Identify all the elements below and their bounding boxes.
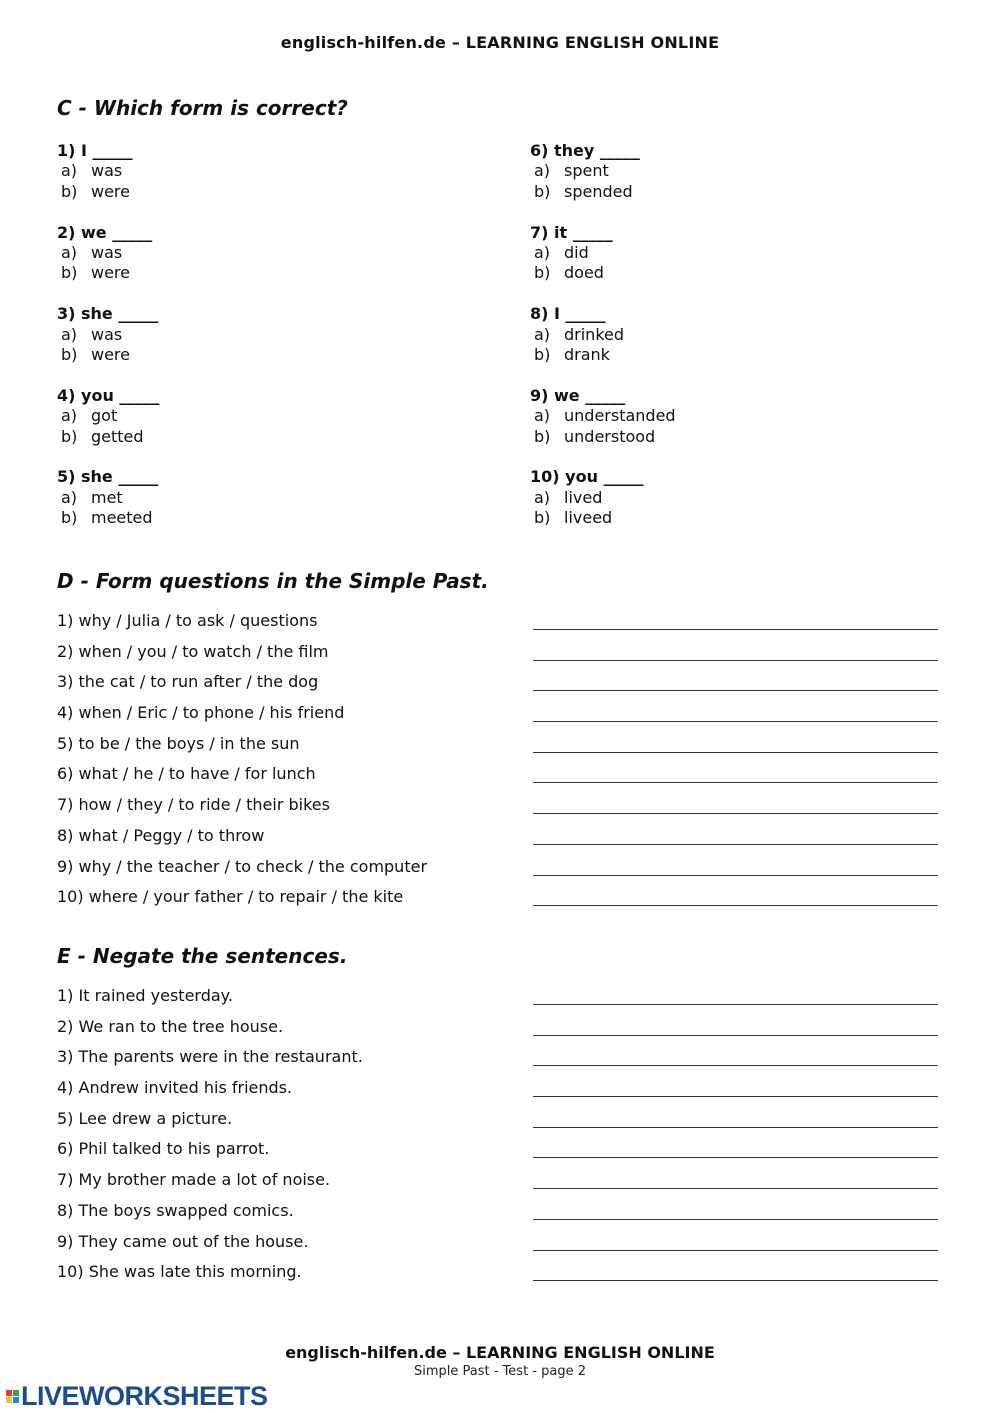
item-text: 9) why / the teacher / to check / the computer: [57, 856, 428, 876]
answer-option-a[interactable]: [530, 243, 950, 263]
answer-option-b[interactable]: [530, 263, 950, 283]
option-letter: a): [61, 161, 78, 181]
logo-block: [13, 1397, 19, 1403]
logo-text: LIVEWORKSHEETS: [21, 1381, 268, 1411]
option-text: lived: [564, 487, 603, 507]
option-text: was: [91, 243, 123, 262]
logo-blocks-icon: [6, 1390, 19, 1403]
list-item: [57, 638, 939, 669]
question-prompt: 3) she _____: [57, 304, 159, 324]
option-letter: b): [61, 181, 78, 201]
answer-option-b[interactable]: [57, 345, 477, 365]
item-text: 5) Lee drew a picture.: [57, 1108, 233, 1128]
list-item: [57, 1258, 939, 1289]
list-item: [57, 883, 939, 914]
item-text: 8) what / Peggy / to throw: [57, 825, 265, 845]
option-text: spended: [564, 181, 633, 201]
option-text: met: [91, 487, 123, 507]
answer-line-input[interactable]: [533, 752, 938, 753]
answer-line-input[interactable]: [533, 1004, 938, 1005]
answer-option-a[interactable]: [530, 161, 950, 181]
option-letter: b): [534, 508, 551, 528]
section-d-title: D - Form questions in the Simple Past.: [57, 569, 489, 593]
option-letter: a): [534, 243, 551, 262]
logo-block: [6, 1397, 12, 1403]
answer-line-input[interactable]: [533, 1250, 938, 1251]
item-text: 9) They came out of the house.: [57, 1231, 309, 1251]
question-item: [530, 304, 950, 386]
option-text: understood: [564, 426, 656, 446]
answer-option-b[interactable]: [530, 508, 950, 528]
question-prompt: 1) I _____: [57, 141, 133, 160]
option-text: were: [91, 181, 130, 201]
answer-line-input[interactable]: [533, 905, 938, 906]
question-item: [57, 304, 477, 386]
answer-option-a[interactable]: [57, 406, 477, 426]
item-text: 4) Andrew invited his friends.: [57, 1078, 293, 1098]
question-item: [57, 467, 477, 549]
questions-column-left: [57, 141, 477, 549]
question-item: [530, 141, 950, 223]
footer-title: englisch-hilfen.de – LEARNING ENGLISH ONLINE: [285, 1343, 715, 1362]
answer-option-a[interactable]: [57, 488, 477, 508]
item-text: 7) how / they / to ride / their bikes: [57, 795, 330, 815]
page-header: englisch-hilfen.de – LEARNING ENGLISH ONLINE: [280, 33, 720, 52]
answer-line-input[interactable]: [533, 782, 938, 783]
option-text: got: [91, 406, 118, 426]
answer-line-input[interactable]: [533, 1219, 938, 1220]
item-text: 1) why / Julia / to ask / questions: [57, 611, 318, 630]
list-item: [57, 730, 939, 761]
answer-option-b[interactable]: [530, 182, 950, 202]
answer-line-input[interactable]: [533, 1096, 938, 1097]
question-item: [57, 386, 477, 468]
option-letter: b): [534, 426, 551, 446]
answer-option-a[interactable]: [530, 406, 950, 426]
option-letter: a): [61, 487, 78, 507]
answer-option-b[interactable]: [57, 182, 477, 202]
item-text: 6) Phil talked to his parrot.: [57, 1139, 270, 1159]
question-item: [530, 223, 950, 305]
item-text: 2) when / you / to watch / the film: [57, 641, 329, 661]
list-item: [57, 1013, 939, 1044]
list-item: [57, 982, 939, 1013]
answer-line-input[interactable]: [533, 1065, 938, 1066]
answer-line-input[interactable]: [533, 690, 938, 691]
option-text: drank: [564, 345, 610, 364]
answer-option-b[interactable]: [57, 508, 477, 528]
option-letter: a): [534, 487, 551, 507]
list-item: [57, 1105, 939, 1136]
logo-block: [13, 1390, 19, 1396]
item-text: 7) My brother made a lot of noise.: [57, 1170, 331, 1190]
answer-option-b[interactable]: [530, 427, 950, 447]
question-prompt: 5) she _____: [57, 467, 159, 487]
option-letter: b): [61, 345, 78, 364]
question-prompt: 10) you _____: [530, 467, 644, 487]
item-text: 8) The boys swapped comics.: [57, 1200, 294, 1220]
section-c-title: C - Which form is correct?: [57, 96, 348, 120]
list-item: [57, 853, 939, 884]
question-prompt: 8) I _____: [530, 304, 606, 324]
answer-option-a[interactable]: [57, 325, 477, 345]
list-item: [57, 1074, 939, 1105]
answer-option-a[interactable]: [530, 325, 950, 345]
answer-option-b[interactable]: [57, 427, 477, 447]
option-letter: a): [61, 324, 78, 344]
section-e-title: E - Negate the sentences.: [57, 944, 348, 968]
answer-line-input[interactable]: [533, 629, 938, 630]
question-prompt: 2) we _____: [57, 222, 153, 242]
option-letter: b): [61, 263, 78, 283]
option-text: were: [91, 263, 130, 283]
option-text: was: [91, 161, 123, 181]
item-text: 3) The parents were in the restaurant.: [57, 1047, 363, 1067]
option-letter: a): [534, 161, 551, 181]
option-text: were: [91, 345, 130, 364]
footer-subtitle: Simple Past - Test - page 2: [414, 1364, 586, 1379]
option-text: doed: [564, 263, 604, 283]
answer-line-input[interactable]: [533, 660, 938, 661]
answer-option-a[interactable]: [57, 161, 477, 181]
answer-line-input[interactable]: [533, 1127, 938, 1128]
list-item: [57, 607, 939, 638]
answer-line-input[interactable]: [533, 1035, 938, 1036]
option-text: spent: [564, 161, 609, 181]
answer-line-input[interactable]: [533, 721, 938, 722]
option-letter: b): [61, 508, 78, 528]
item-text: 5) to be / the boys / in the sun: [57, 733, 300, 753]
answer-option-a[interactable]: [530, 488, 950, 508]
item-text: 6) what / he / to have / for lunch: [57, 764, 316, 784]
option-letter: a): [61, 243, 78, 262]
item-text: 10) She was late this morning.: [57, 1262, 302, 1282]
item-text: 10) where / your father / to repair / the kite: [57, 887, 404, 907]
item-text: 4) when / Eric / to phone / his friend: [57, 703, 345, 723]
option-text: did: [564, 243, 589, 262]
section-e-list: [57, 982, 939, 1289]
item-text: 1) It rained yesterday.: [57, 986, 233, 1005]
logo-block: [6, 1390, 12, 1396]
answer-line-input[interactable]: [533, 1188, 938, 1189]
option-letter: b): [534, 263, 551, 283]
answer-option-b[interactable]: [530, 345, 950, 365]
answer-option-a[interactable]: [57, 243, 477, 263]
list-item: [57, 699, 939, 730]
option-text: meeted: [91, 508, 153, 528]
option-letter: b): [534, 345, 551, 364]
item-text: 2) We ran to the tree house.: [57, 1016, 284, 1036]
question-item: [530, 386, 950, 468]
list-item: [57, 791, 939, 822]
question-prompt: 9) we _____: [530, 385, 626, 405]
answer-option-b[interactable]: [57, 263, 477, 283]
section-d-list: [57, 607, 939, 914]
question-item: [57, 141, 477, 223]
list-item: [57, 1135, 939, 1166]
list-item: [57, 760, 939, 791]
list-item: [57, 1228, 939, 1259]
item-text: 3) the cat / to run after / the dog: [57, 672, 319, 692]
answer-line-input[interactable]: [533, 813, 938, 814]
option-text: understanded: [564, 406, 676, 426]
questions-column-right: [530, 141, 950, 549]
answer-line-input[interactable]: [533, 844, 938, 845]
answer-line-input[interactable]: [533, 1280, 938, 1281]
question-item: [530, 467, 950, 549]
answer-line-input[interactable]: [533, 875, 938, 876]
question-prompt: 6) they _____: [530, 141, 640, 160]
list-item: [57, 1197, 939, 1228]
list-item: [57, 668, 939, 699]
question-item: [57, 223, 477, 305]
list-item: [57, 1166, 939, 1197]
option-text: drinked: [564, 324, 625, 344]
list-item: [57, 822, 939, 853]
option-letter: b): [534, 181, 551, 201]
question-prompt: 4) you _____: [57, 385, 160, 405]
option-letter: b): [61, 426, 78, 446]
option-text: was: [91, 324, 123, 344]
option-letter: a): [61, 406, 78, 426]
option-letter: a): [534, 324, 551, 344]
question-prompt: 7) it _____: [530, 222, 613, 242]
answer-line-input[interactable]: [533, 1157, 938, 1158]
option-text: liveed: [564, 508, 613, 528]
option-letter: a): [534, 406, 551, 426]
option-text: getted: [91, 426, 144, 446]
liveworksheets-logo[interactable]: [6, 1381, 268, 1412]
list-item: [57, 1043, 939, 1074]
